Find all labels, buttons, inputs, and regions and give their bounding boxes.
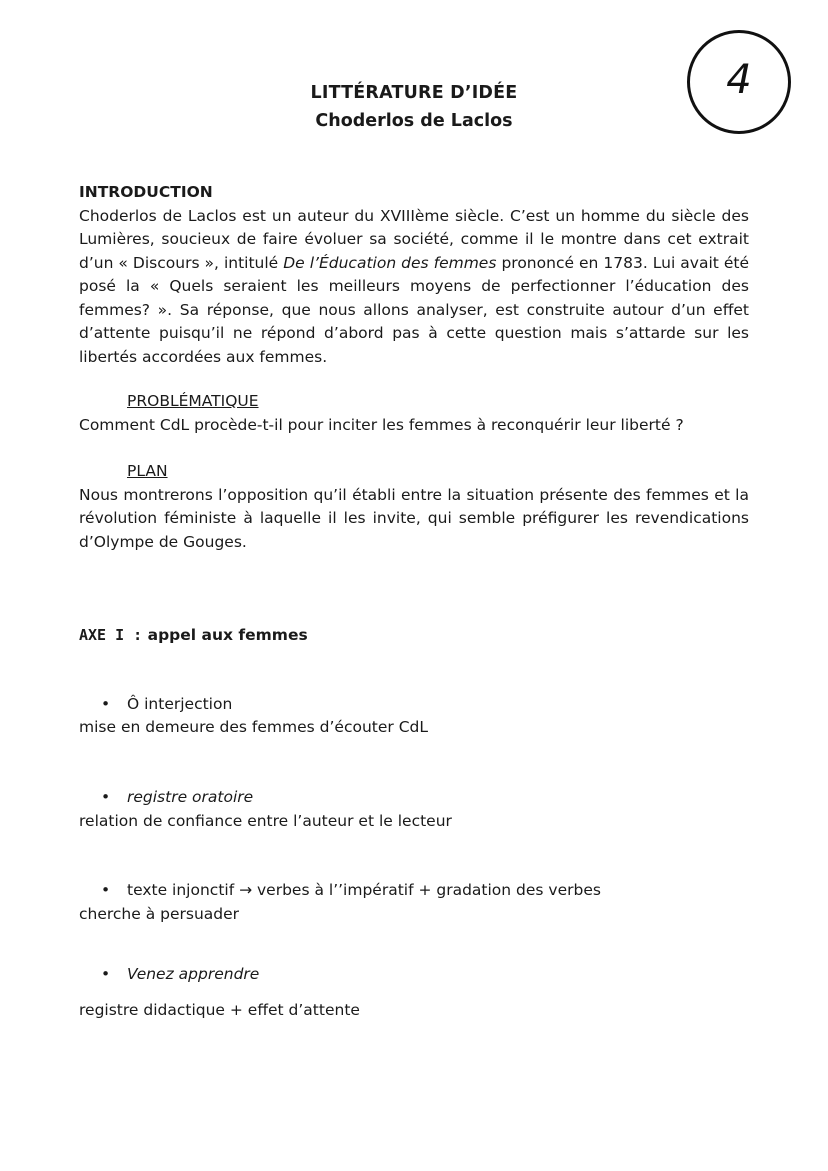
plan-section [79, 460, 749, 554]
plan-text: Nous montrerons l’opposition qu’il établi entre la situation présente des femmes et la révolution féministe à laquelle il les invite, qui semble préfigurer les revendications d’Olympe de Gouges. [79, 485, 749, 551]
list-item [101, 786, 253, 809]
list-item [101, 879, 601, 902]
plan-heading: PLAN [127, 462, 168, 480]
list-item [101, 963, 259, 986]
title-block [0, 80, 828, 135]
list-item-note: registre didactique + effet d’attente [79, 1001, 360, 1019]
introduction-heading: INTRODUCTION [79, 183, 213, 201]
page-title: LITTÉRATURE D’IDÉE [310, 83, 518, 103]
bullet-icon: • [101, 881, 111, 899]
list-item-label: registre oratoire [127, 788, 254, 806]
introduction-text-part2: prononcé en 1783. Lui avait été posé la « Quels seraient les meilleurs moyens de perfectionner l’éducation des femmes? ». Sa réponse, que nous allons analyser, est construite autour d’un effet d’attente puisqu’il ne répond d’abord pas à cette question mais s’attarde sur les libertés accordées aux femmes. [79, 253, 750, 366]
list-item-note: mise en demeure des femmes d’écouter CdL [79, 718, 429, 736]
list-item-label: texte injonctif → verbes à l’’impératif + gradation des verbes [127, 881, 601, 899]
problematique-text: Comment CdL procède-t-il pour inciter les femmes à reconquérir leur liberté ? [79, 415, 684, 434]
list-item-label: Ô interjection [127, 695, 233, 713]
axe-title: appel aux femmes [147, 626, 308, 644]
list-item-note: relation de confiance entre l’auteur et le lecteur [79, 812, 452, 830]
page-number: 4 [726, 57, 752, 103]
axe-heading [79, 624, 749, 648]
problematique-heading: PROBLÉMATIQUE [127, 392, 259, 410]
bullet-icon: • [101, 695, 111, 713]
list-item [101, 693, 232, 716]
introduction-text-part1: Choderlos de Laclos est un auteur du XVIIIème siècle. C’est un homme du siècle des Lumières, soucieux de faire évoluer sa société, comme il le montre dans cet extrait d’un « Discours », intitulé [79, 206, 749, 272]
bullet-icon: • [101, 965, 111, 983]
problematique-section [79, 390, 749, 437]
axe-label: AXE I : [79, 626, 143, 644]
introduction-italic-title: De l’Éducation des femmes [283, 253, 497, 272]
introduction-paragraph [79, 205, 749, 370]
page-subtitle: Choderlos de Laclos [315, 111, 513, 131]
list-item-note: cherche à persuader [79, 905, 240, 923]
list-item-label: Venez apprendre [127, 965, 260, 983]
introduction-section [79, 181, 749, 369]
bullet-icon: • [101, 788, 111, 806]
